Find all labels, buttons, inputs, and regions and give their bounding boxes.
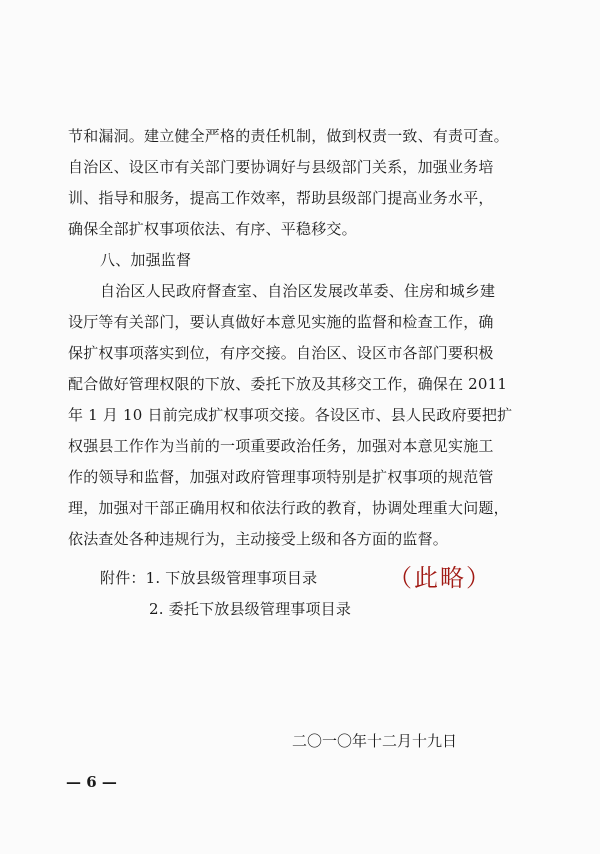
body-line-14: 依法查处各种违规行为，主动接受上级和各方面的监督。 (68, 530, 449, 548)
page-number: — 6 — (66, 773, 117, 791)
body-line-6: 自治区人民政府督查室、自治区发展改革委、住房和城乡建 (100, 282, 496, 300)
body-line-11: 权强县工作作为当前的一项重要政治任务，加强对本意见实施工 (68, 437, 494, 455)
attachment-line-1: 附件：1. 下放县级管理事项目录 (100, 569, 318, 587)
body-line-2: 自治区、设区市有关部门要协调好与县级部门关系，加强业务培 (68, 158, 494, 176)
body-line-3: 训、指导和服务，提高工作效率，帮助县级部门提高业务水平， (68, 189, 494, 207)
body-line-10: 年 1 月 10 日前完成扩权事项交接。各设区市、县人民政府要把扩 (68, 406, 513, 424)
attachment-line-2: 2. 委托下放县级管理事项目录 (149, 600, 352, 618)
body-line-8: 保扩权事项落实到位，有序交接。自治区、设区市各部门要积极 (68, 344, 494, 362)
handwritten-omitted-note: （此略） (388, 564, 492, 592)
body-line-4: 确保全部扩权事项依法、有序、平稳移交。 (68, 220, 357, 238)
body-line-12: 作的领导和监督，加强对政府管理事项特别是扩权事项的规范管 (68, 468, 494, 486)
body-line-9: 配合做好管理权限的下放、委托下放及其移交工作，确保在 2011 (68, 375, 508, 393)
section-heading-8: 八、加强监督 (100, 251, 192, 269)
body-line-7: 设厅等有关部门，要认真做好本意见实施的监督和检查工作，确 (68, 313, 494, 331)
document-date: 二〇一〇年十二月十九日 (292, 732, 458, 750)
body-line-1: 节和漏洞。建立健全严格的责任机制，做到权责一致、有责可查。 (68, 127, 509, 145)
body-line-13: 理，加强对干部正确用权和依法行政的教育，协调处理重大问题， (68, 499, 509, 517)
